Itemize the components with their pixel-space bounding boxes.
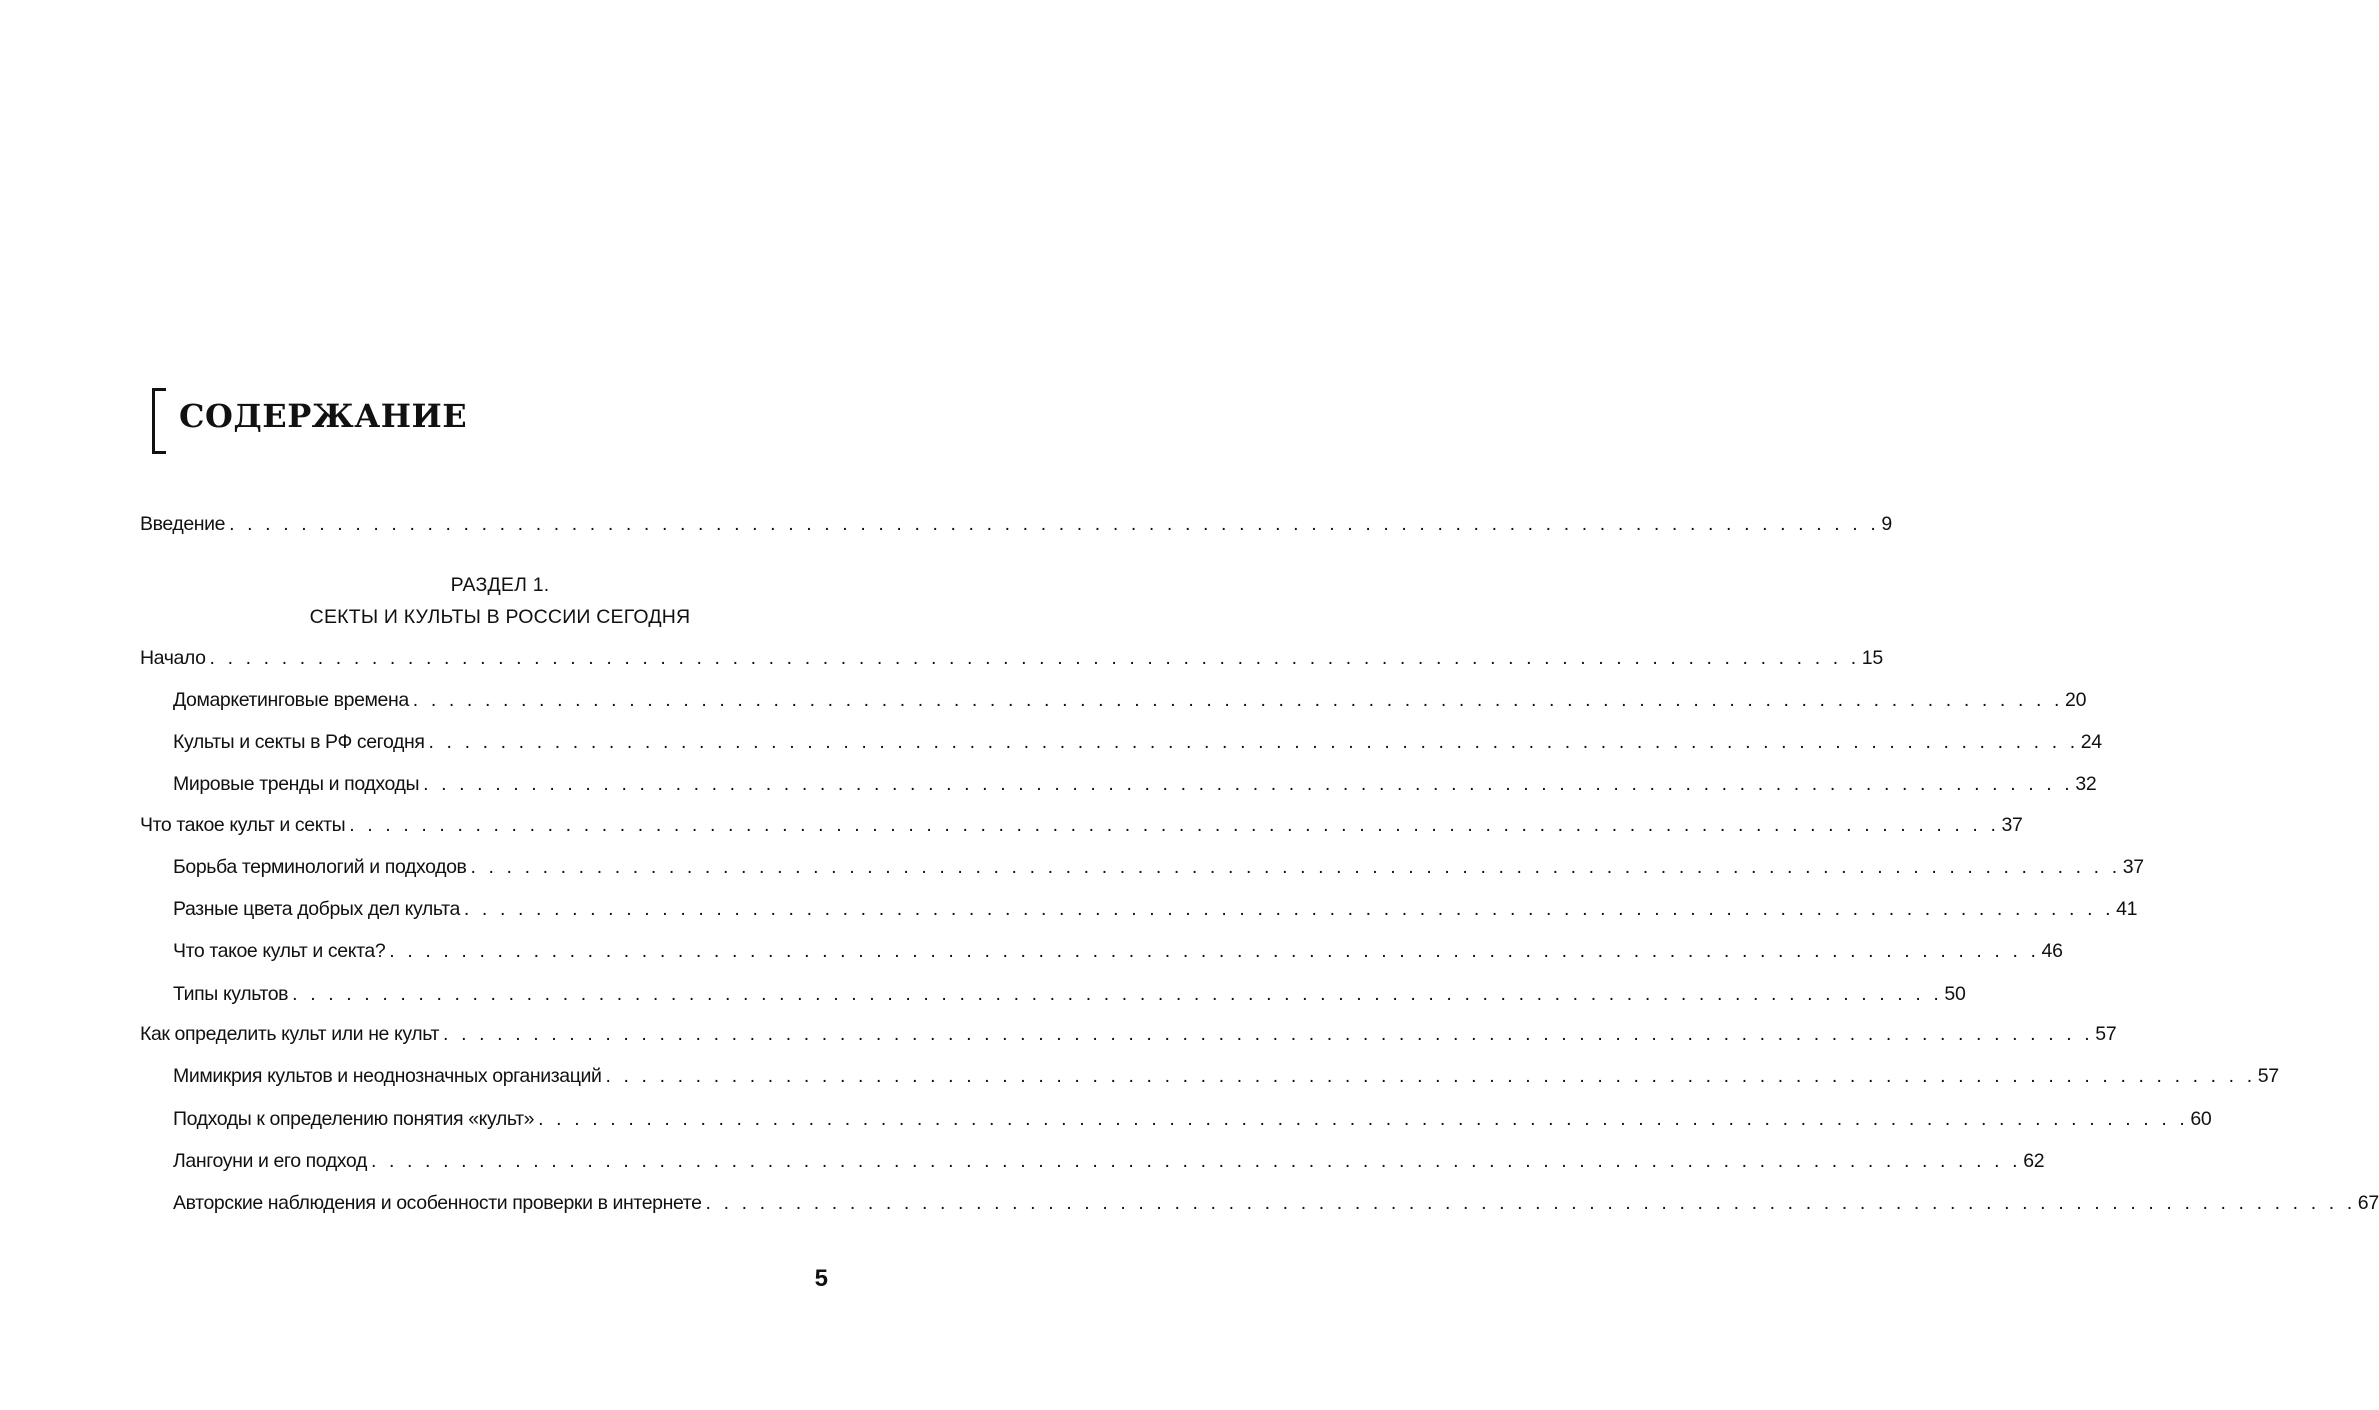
toc-leader-dots: . . . . . . . . . . . . . . . . . . . . . . . . . . . . . . . . . . . . . . . . . . . . . . . . . . . . . . . . . . . . . . . . . . . . . . . . . . . . . . . . . . . . . . . . . . . .: [538, 1108, 2189, 1130]
toc-entry-title: Культы и секты в РФ сегодня: [173, 731, 425, 753]
toc-subentry[interactable]: [173, 1105, 2212, 1133]
toc-entry-page: 24: [2080, 731, 2102, 753]
toc-subentry[interactable]: [173, 770, 2097, 798]
toc-subentry[interactable]: [173, 895, 2138, 923]
toc-subentry[interactable]: [173, 980, 1966, 1008]
toc-entry[interactable]: [140, 1020, 2117, 1048]
toc-entry-title: Борьба терминологий и подходов: [173, 856, 467, 878]
toc-entry-title: Мировые тренды и подходы: [173, 773, 420, 795]
toc-leader-dots: . . . . . . . . . . . . . . . . . . . . . . . . . . . . . . . . . . . . . . . . . . . . . . . . . . . . . . . . . . . . . . . . . . . . . . . . . . . . . . . . . . . . . . . . . . . .: [605, 1065, 2256, 1087]
toc-leader-dots: . . . . . . . . . . . . . . . . . . . . . . . . . . . . . . . . . . . . . . . . . . . . . . . . . . . . . . . . . . . . . . . . . . . . . . . . . . . . . . . . . . . . . . . . . . . .: [389, 940, 2040, 962]
toc-entry-title: Введение: [140, 513, 226, 535]
section-label: РАЗДЕЛ 1.: [450, 574, 550, 596]
toc-entry-title: Что такое культ и секты: [140, 814, 346, 836]
toc-entry-title: Лангоуни и его подход: [173, 1150, 367, 1172]
toc-leader-dots: . . . . . . . . . . . . . . . . . . . . . . . . . . . . . . . . . . . . . . . . . . . . . . . . . . . . . . . . . . . . . . . . . . . . . . . . . . . . . . . . . . . . . . . . . . . .: [370, 1150, 2022, 1172]
toc-leader-dots: . . . . . . . . . . . . . . . . . . . . . . . . . . . . . . . . . . . . . . . . . . . . . . . . . . . . . . . . . . . . . . . . . . . . . . . . . . . . . . . . . . . . . . . . . . . .: [349, 814, 2000, 836]
toc-entry-page: 46: [2041, 940, 2063, 962]
toc-leader-dots: . . . . . . . . . . . . . . . . . . . . . . . . . . . . . . . . . . . . . . . . . . . . . . . . . . . . . . . . . . . . . . . . . . . . . . . . . . . . . . . . . . . . . . . . . . . .: [423, 773, 2074, 795]
toc-subentry[interactable]: [173, 853, 2144, 881]
toc-subentry[interactable]: [173, 728, 2102, 756]
toc-entry-page: 20: [2065, 689, 2087, 711]
toc-entry-title: Авторские наблюдения и особенности проверки в интернете: [173, 1192, 702, 1214]
toc-entry-page: 62: [2023, 1150, 2045, 1172]
toc-leader-dots: . . . . . . . . . . . . . . . . . . . . . . . . . . . . . . . . . . . . . . . . . . . . . . . . . . . . . . . . . . . . . . . . . . . . . . . . . . . . . . . . . . . . . . . . . . . .: [428, 731, 2079, 753]
toc-entry-page: 67: [2357, 1192, 2379, 1214]
toc-entry-title: Мимикрия культов и неоднозначных организаций: [173, 1065, 602, 1087]
toc-leader-dots: . . . . . . . . . . . . . . . . . . . . . . . . . . . . . . . . . . . . . . . . . . . . . . . . . . . . . . . . . . . . . . . . . . . . . . . . . . . . . . . . . . . . . . . . . . . .: [443, 1023, 2094, 1045]
page-title: СОДЕРЖАНИЕ: [179, 397, 468, 435]
section-title: СЕКТЫ И КУЛЬТЫ В РОССИИ СЕГОДНЯ: [309, 606, 691, 628]
page-number: 5: [814, 1265, 828, 1292]
toc-entry-title: Домаркетинговые времена: [173, 689, 409, 711]
toc-entry-page: 57: [2257, 1065, 2279, 1087]
toc-subentry[interactable]: [173, 686, 2087, 714]
toc-entry-page: 60: [2190, 1108, 2212, 1130]
toc-entry-page: 50: [1944, 983, 1966, 1005]
toc-entry-page: 32: [2075, 773, 2097, 795]
toc-subentry[interactable]: [173, 1189, 2379, 1217]
toc-leader-dots: . . . . . . . . . . . . . . . . . . . . . . . . . . . . . . . . . . . . . . . . . . . . . . . . . . . . . . . . . . . . . . . . . . . . . . . . . . . . . . . . . . . . . . . . . . . .: [229, 513, 1880, 535]
bracket-ornament: [152, 388, 166, 454]
toc-leader-dots: . . . . . . . . . . . . . . . . . . . . . . . . . . . . . . . . . . . . . . . . . . . . . . . . . . . . . . . . . . . . . . . . . . . . . . . . . . . . . . . . . . . . . . . . . . . .: [705, 1192, 2356, 1214]
toc-entry[interactable]: [140, 644, 1883, 672]
toc-leader-dots: . . . . . . . . . . . . . . . . . . . . . . . . . . . . . . . . . . . . . . . . . . . . . . . . . . . . . . . . . . . . . . . . . . . . . . . . . . . . . . . . . . . . . . . . . . . .: [470, 856, 2121, 878]
toc-leader-dots: . . . . . . . . . . . . . . . . . . . . . . . . . . . . . . . . . . . . . . . . . . . . . . . . . . . . . . . . . . . . . . . . . . . . . . . . . . . . . . . . . . . . . . . . . . . .: [412, 689, 2064, 711]
toc-subentry[interactable]: [173, 1062, 2279, 1090]
toc-entry-page: 37: [2001, 814, 2023, 836]
toc-entry-page: 57: [2095, 1023, 2117, 1045]
toc-entry-title: Как определить культ или не культ: [140, 1023, 440, 1045]
toc-entry-page: 41: [2116, 898, 2138, 920]
toc-entry-title: Разные цвета добрых дел культа: [173, 898, 460, 920]
toc-subentry[interactable]: [173, 1147, 2045, 1175]
toc-entry-page: 15: [1861, 647, 1883, 669]
toc-entry-title: Типы культов: [173, 983, 289, 1005]
toc-entry-title: Подходы к определению понятия «культ»: [173, 1108, 535, 1130]
toc-entry-title: Начало: [140, 647, 206, 669]
toc-leader-dots: . . . . . . . . . . . . . . . . . . . . . . . . . . . . . . . . . . . . . . . . . . . . . . . . . . . . . . . . . . . . . . . . . . . . . . . . . . . . . . . . . . . . . . . . . . . .: [463, 898, 2115, 920]
toc-entry-title: Что такое культ и секта?: [173, 940, 386, 962]
toc-entry-intro[interactable]: [140, 510, 1892, 538]
toc-entry-page: 37: [2122, 856, 2144, 878]
toc-entry[interactable]: [140, 811, 2023, 839]
toc-entry-page: 9: [1881, 513, 1892, 535]
toc-subentry[interactable]: [173, 937, 2063, 965]
toc-leader-dots: . . . . . . . . . . . . . . . . . . . . . . . . . . . . . . . . . . . . . . . . . . . . . . . . . . . . . . . . . . . . . . . . . . . . . . . . . . . . . . . . . . . . . . . . . . . .: [292, 983, 1943, 1005]
toc-leader-dots: . . . . . . . . . . . . . . . . . . . . . . . . . . . . . . . . . . . . . . . . . . . . . . . . . . . . . . . . . . . . . . . . . . . . . . . . . . . . . . . . . . . . . . . . . . . .: [209, 647, 1860, 669]
